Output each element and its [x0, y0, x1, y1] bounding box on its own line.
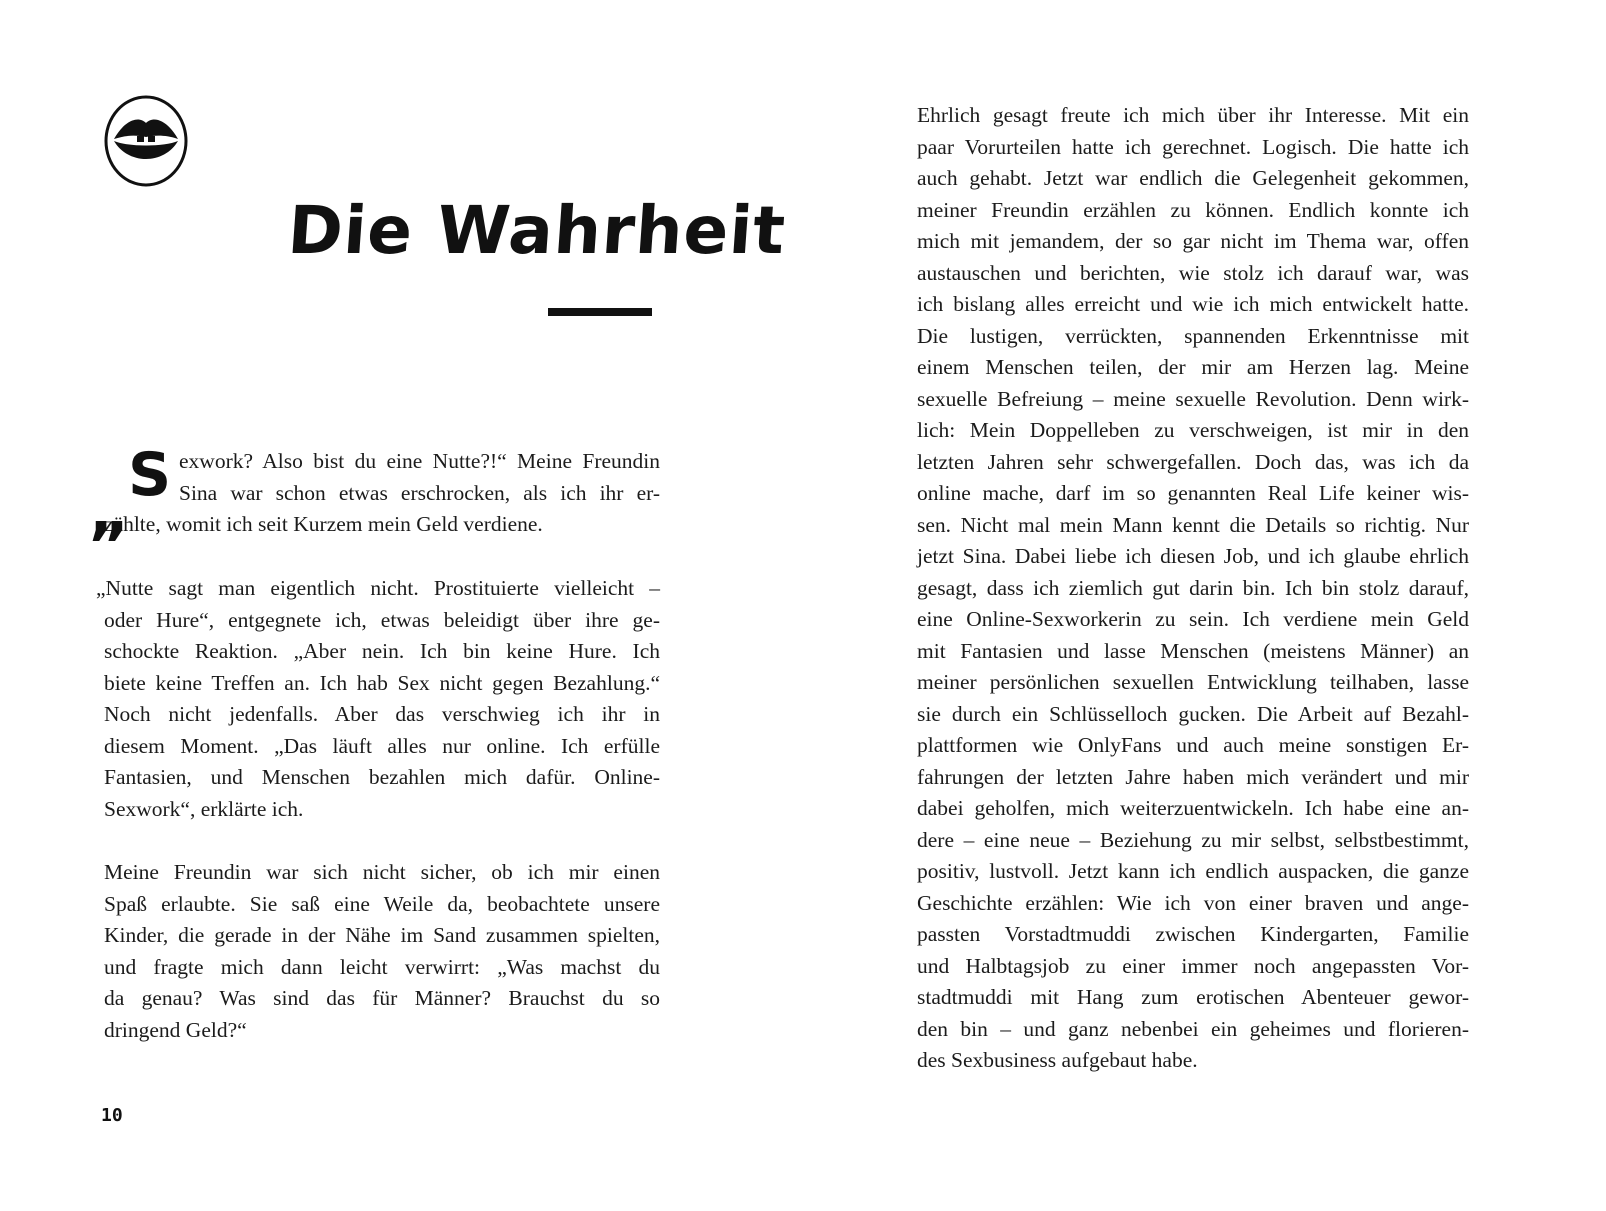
text-line: stadtmuddi mit Hang zum erotischen Abenteuer gewor-	[917, 985, 1469, 1009]
text-line: jetzt Sina. Dabei liebe ich diesen Job, und ich glaube ehrlich	[917, 544, 1469, 568]
lips-icon	[104, 95, 188, 187]
text-line: gesagt, dass ich ziemlich gut darin bin. Ich bin stolz darauf,	[917, 575, 1469, 600]
text-line: da genau? Was sind das für Männer? Brauchst du so	[104, 986, 660, 1010]
text-line: mich mit jemandem, der so gar nicht im Thema war, offen	[917, 229, 1469, 253]
text-line: des Sexbusiness aufgebaut habe.	[917, 1048, 1198, 1072]
text-line: online mache, darf im so genannten Real Life keiner wis-	[917, 481, 1469, 505]
drop-cap-letter: S	[128, 440, 172, 510]
text-line: Spaß erlaubte. Sie saß eine Weile da, beobachtete unsere	[104, 891, 660, 916]
text-line: meiner Freundin erzählen zu können. Endlich konnte ich	[917, 197, 1469, 222]
paragraph-2	[96, 573, 660, 825]
page-number: 10	[101, 1105, 123, 1126]
text-line: schockte Reaktion. „Aber nein. Ich bin keine Hure. Ich	[104, 639, 660, 663]
text-line: eine Online-Sexworkerin zu sein. Ich verdiene mein Geld	[917, 607, 1469, 631]
text-line: den bin – und ganz nebenbei ein geheimes und florieren-	[917, 1016, 1469, 1041]
text-line: biete keine Treffen an. Ich hab Sex nicht gegen Bezahlung.“	[104, 670, 660, 695]
text-line: paar Vorurteilen hatte ich gerechnet. Logisch. Die hatte ich	[917, 134, 1469, 159]
text-line: lich: Mein Doppelleben zu verschweigen, ist mir in den	[917, 418, 1469, 442]
text-line: Fantasien, und Menschen bezahlen mich dafür. Online-	[104, 765, 660, 789]
text-line: Sina war schon etwas erschrocken, als ich ihr er-	[179, 480, 660, 505]
text-line: Meine Freundin war sich nicht sicher, ob ich mir einen	[104, 860, 660, 884]
text-line: dabei geholfen, mich weiterzuentwickeln. Ich habe eine an-	[917, 796, 1469, 820]
chapter-title: Die Wahrheit	[285, 192, 789, 269]
text-line: Sexwork“, erklärte ich.	[104, 796, 304, 821]
text-line: exwork? Also bist du eine Nutte?!“ Meine Freundin	[179, 449, 660, 473]
text-line: Geschichte erzählen: Wie ich von einer braven und ange-	[917, 890, 1469, 915]
text-line: auch gehabt. Jetzt war endlich die Gelegenheit gekommen,	[917, 166, 1469, 190]
text-line: Kinder, die gerade in der Nähe im Sand zusammen spielten,	[104, 923, 660, 947]
text-line: positiv, lustvoll. Jetzt kann ich endlich auspacken, die ganze	[917, 859, 1469, 883]
text-line: Noch nicht jedenfalls. Aber das verschwieg ich ihr in	[104, 702, 660, 726]
text-line: sie durch ein Schlüsselloch gucken. Die Arbeit auf Bezahl-	[917, 701, 1469, 726]
text-line: oder Hure“, entgegnete ich, etwas beleidigt über ihre ge-	[104, 607, 660, 632]
paragraph-3	[104, 857, 660, 1046]
right-page-paragraph	[917, 100, 1469, 1077]
text-line: dere – eine neue – Beziehung zu mir selbst, selbstbestimmt,	[917, 827, 1469, 852]
text-line: letzten Jahren sehr schwergefallen. Doch das, was ich da	[917, 449, 1469, 474]
text-line: dringend Geld?“	[104, 1017, 247, 1042]
text-line: sen. Nicht mal mein Mann kennt die Details so richtig. Nur	[917, 512, 1469, 537]
text-line: meiner persönlichen sexuellen Entwicklung teilhaben, lasse	[917, 670, 1469, 694]
text-line: zählte, womit ich seit Kurzem mein Geld verdiene.	[104, 512, 543, 536]
text-line: einem Menschen teilen, der mir am Herzen lag. Meine	[917, 355, 1469, 379]
text-line: passten Vorstadtmuddi zwischen Kindergarten, Familie	[917, 922, 1469, 946]
text-line: und Halbtagsjob zu einer immer noch angepassten Vor-	[917, 953, 1469, 978]
text-line: und fragte mich dann leicht verwirrt: „Was machst du	[104, 954, 660, 979]
text-line: ich bislang alles erreicht und wie ich mich entwickelt hatte.	[917, 292, 1469, 316]
text-line: diesem Moment. „Das läuft alles nur online. Ich erfülle	[104, 733, 660, 758]
text-line: mit Fantasien und lasse Menschen (meistens Männer) an	[917, 638, 1469, 663]
text-line: fahrungen der letzten Jahre haben mich verändert und mir	[917, 764, 1469, 789]
text-line: Ehrlich gesagt freute ich mich über ihr Interesse. Mit ein	[917, 103, 1469, 127]
drop-quote: „	[88, 475, 131, 549]
paragraph-1	[88, 440, 660, 549]
text-line: „Nutte sagt man eigentlich nicht. Prostituierte vielleicht –	[96, 576, 660, 600]
text-line: Die lustigen, verrückten, spannenden Erkenntnisse mit	[917, 323, 1469, 348]
text-line: austauschen und berichten, wie stolz ich darauf war, was	[917, 260, 1469, 285]
text-line: sexuelle Befreiung – meine sexuelle Revolution. Denn wirk-	[917, 386, 1469, 411]
title-underline	[548, 308, 652, 316]
text-line: plattformen wie OnlyFans und auch meine sonstigen Er-	[917, 733, 1469, 757]
